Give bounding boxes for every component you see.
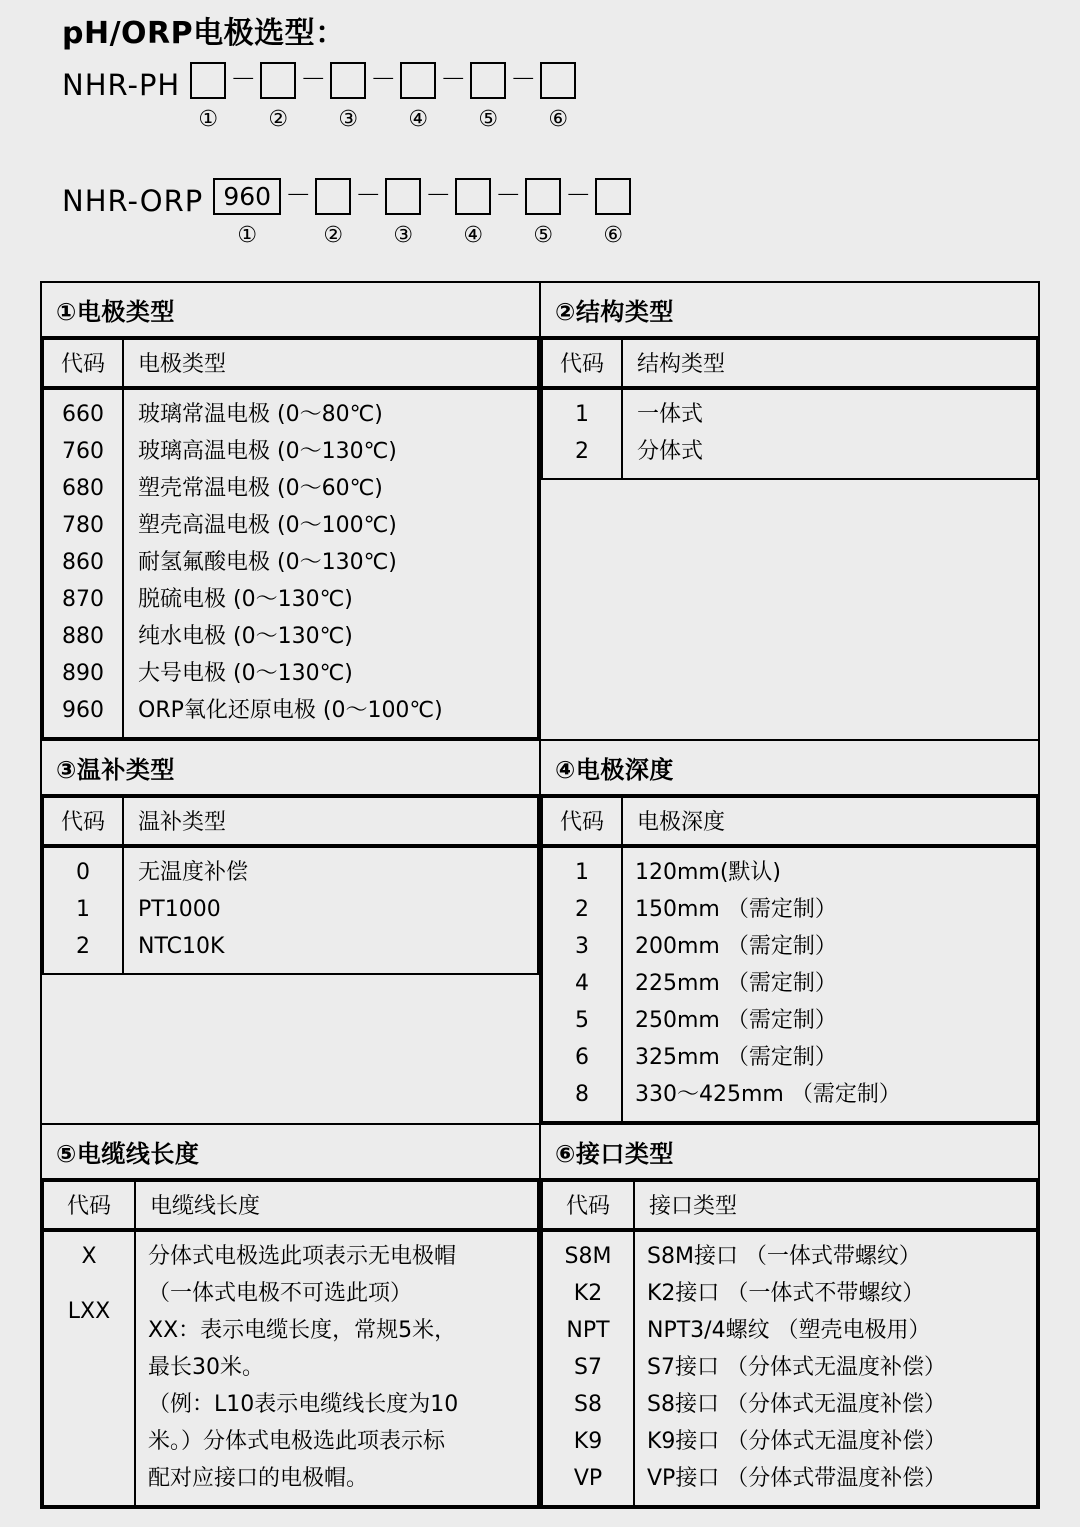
orp-slot-2: [315, 178, 351, 247]
list-item: K9接口 （分体式无温度补偿）: [647, 1429, 947, 1454]
cell-section-1-body: [41, 337, 540, 740]
list-item: S8接口 （分体式无温度补偿）: [647, 1392, 946, 1417]
list-item: 660: [62, 402, 104, 427]
electrode-type-value-list: [124, 390, 537, 737]
cable-length-option-lxx-line-4: 米。）分体式电极选此项表示标: [148, 1429, 446, 1454]
ph-separator-3: －: [370, 65, 397, 95]
ph-slot-4-number: ④: [408, 107, 429, 132]
orp-slot-5-box[interactable]: [525, 178, 561, 215]
electrode-type-code-list: [44, 390, 122, 737]
cable-length-code-list: [44, 1232, 134, 1357]
list-item: K2: [573, 1281, 603, 1306]
orp-slot-6-box[interactable]: [595, 178, 631, 215]
list-item: 一体式: [637, 402, 704, 427]
cable-length-option-lxx-line-1: XX：表示电缆长度，常规5米，: [148, 1318, 457, 1343]
temp-comp-value-header-cell: [123, 797, 538, 847]
orp-slot-2-box[interactable]: [315, 178, 351, 215]
electrode-depth-value-list: [623, 848, 1036, 1121]
cable-length-code-header-cell: [43, 1181, 135, 1231]
electrode-depth-code-header: 代码: [543, 798, 621, 846]
electrode-depth-values-cell: [622, 847, 1037, 1122]
temp-comp-code-list: [44, 848, 122, 973]
section-6-heading: ⑥接口类型: [555, 1140, 674, 1168]
orp-slot-5: [525, 178, 561, 247]
ph-slot-1: [190, 62, 226, 131]
temp-comp-value-list: [124, 848, 537, 973]
ph-slot-1-box[interactable]: [190, 62, 226, 99]
ph-separator-1: －: [230, 65, 257, 95]
structure-type-table: [541, 338, 1038, 480]
cell-section-6-heading: [540, 1124, 1039, 1179]
section-2-heading: ②结构类型: [555, 298, 674, 326]
orp-slot-4-box[interactable]: [455, 178, 491, 215]
list-item: ORP氧化还原电极 (0～100℃): [138, 698, 443, 723]
interface-type-table: [541, 1180, 1038, 1507]
list-item: 6: [575, 1045, 589, 1070]
electrode-type-table: [42, 338, 539, 739]
list-item: 780: [62, 513, 104, 538]
list-item: 2: [575, 439, 589, 464]
orp-slot-5-number: ⑤: [533, 223, 554, 248]
table-header-row: [542, 339, 1037, 389]
electrode-type-code-header-cell: [43, 339, 123, 389]
temp-comp-value-header: 温补类型: [124, 798, 537, 846]
list-item: 1: [76, 897, 90, 922]
structure-type-value-header-cell: [622, 339, 1037, 389]
orp-slot-3-box[interactable]: [385, 178, 421, 215]
list-item: S8: [574, 1392, 602, 1417]
list-item: 5: [575, 1008, 589, 1033]
list-item: 880: [62, 624, 104, 649]
list-item: S7: [574, 1355, 602, 1380]
electrode-depth-codes-cell: [542, 847, 622, 1122]
list-item: 8: [575, 1082, 589, 1107]
list-item: 塑壳高温电极 (0～100℃): [138, 513, 397, 538]
cable-length-option-x-line-2: （一体式电极不可选此项）: [148, 1281, 413, 1306]
list-item: 塑壳常温电极 (0～60℃): [138, 476, 383, 501]
orp-code-boxes: [213, 178, 631, 247]
ph-slot-4: [400, 62, 436, 131]
table-header-row: [43, 797, 538, 847]
list-item: 大号电极 (0～130℃): [138, 661, 353, 686]
ph-separator-2: －: [300, 65, 327, 95]
structure-type-code-header-cell: [542, 339, 622, 389]
section-3-heading: ③温补类型: [56, 756, 175, 784]
list-item: 860: [62, 550, 104, 575]
ph-slot-2-box[interactable]: [260, 62, 296, 99]
cable-length-table: [42, 1180, 539, 1507]
list-item: 200mm （需定制）: [635, 934, 837, 959]
table-body-row: [542, 847, 1037, 1122]
cell-section-4-heading: [540, 740, 1039, 795]
cable-length-value-header: 电缆线长度: [136, 1182, 537, 1230]
cable-length-value-header-cell: [135, 1181, 538, 1231]
list-item: NPT3/4螺纹 （塑壳电极用）: [647, 1318, 931, 1343]
list-item: 250mm （需定制）: [635, 1008, 837, 1033]
table-row: [41, 740, 1039, 795]
list-item: 玻璃高温电极 (0～130℃): [138, 439, 397, 464]
orp-model-row: [62, 178, 631, 247]
electrode-depth-code-list: [543, 848, 621, 1121]
orp-slot-6: [595, 178, 631, 247]
electrode-type-code-header: 代码: [44, 340, 122, 388]
electrode-depth-value-header: 电极深度: [623, 798, 1036, 846]
table-row: [41, 1124, 1039, 1179]
interface-type-value-header-cell: [634, 1181, 1037, 1231]
cell-section-3-body: [41, 795, 540, 1124]
table-body-row: [43, 389, 538, 738]
ph-slot-6-number: ⑥: [548, 107, 569, 132]
interface-type-codes-cell: [542, 1231, 634, 1506]
list-item: 1: [575, 860, 589, 885]
orp-slot-2-number: ②: [323, 223, 344, 248]
table-header-row: [43, 1181, 538, 1231]
orp-slot-6-number: ⑥: [603, 223, 624, 248]
interface-type-value-header: 接口类型: [635, 1182, 1036, 1230]
list-item: 无温度补偿: [138, 860, 249, 885]
table-header-row: [43, 339, 538, 389]
table-body-row: [43, 847, 538, 974]
list-item: S7接口 （分体式无温度补偿）: [647, 1355, 946, 1380]
structure-type-value-list: [623, 390, 1036, 478]
ph-separator-4: －: [440, 65, 467, 95]
interface-type-code-header: 代码: [543, 1182, 633, 1230]
section-5-heading: ⑤电缆线长度: [56, 1140, 200, 1168]
list-item: 4: [575, 971, 589, 996]
orp-slot-1-number: ①: [237, 223, 258, 248]
list-item: 分体式: [637, 439, 704, 464]
ph-model-label: NHR-PH: [62, 68, 181, 102]
list-item: 890: [62, 661, 104, 686]
cable-length-codes-cell: [43, 1231, 135, 1506]
cell-section-5-body: [41, 1179, 540, 1508]
electrode-depth-code-header-cell: [542, 797, 622, 847]
list-item: 225mm （需定制）: [635, 971, 837, 996]
list-item: K2接口 （一体式不带螺纹）: [647, 1281, 925, 1306]
list-item: LXX: [67, 1299, 111, 1324]
cell-section-5-heading: [41, 1124, 540, 1179]
list-item: 脱硫电极 (0～130℃): [138, 587, 353, 612]
section-1-heading: ①电极类型: [56, 298, 175, 326]
ph-slot-5: [470, 62, 506, 131]
list-item: 2: [76, 934, 90, 959]
cable-length-option-lxx-line-2: 最长30米。: [148, 1355, 264, 1380]
cell-section-4-body: [540, 795, 1039, 1124]
orp-separator-2: －: [355, 181, 382, 211]
cell-section-3-heading: [41, 740, 540, 795]
list-item: 2: [575, 897, 589, 922]
list-item: 耐氢氟酸电极 (0～130℃): [138, 550, 397, 575]
cable-length-option-lxx-line-3: （例：L10表示电缆线长度为10: [148, 1392, 459, 1417]
table-body-row: [43, 1231, 538, 1506]
list-item: 120mm(默认): [635, 860, 782, 885]
orp-separator-1: －: [285, 181, 312, 211]
page-title: pH/ORP电极选型：: [62, 16, 346, 51]
cell-section-2-heading: [540, 282, 1039, 337]
temp-comp-code-header-cell: [43, 797, 123, 847]
list-item: 1: [575, 402, 589, 427]
orp-slot-4: [455, 178, 491, 247]
ph-slot-3-box[interactable]: [330, 62, 366, 99]
structure-type-code-list: [543, 390, 621, 478]
ph-slot-6: [540, 62, 576, 131]
temp-comp-code-header: 代码: [44, 798, 122, 846]
orp-separator-5: －: [565, 181, 592, 211]
list-item: PT1000: [138, 897, 221, 922]
electrode-depth-value-header-cell: [622, 797, 1037, 847]
ph-slot-1-number: ①: [198, 107, 219, 132]
list-item: 0: [76, 860, 90, 885]
electrode-type-value-header: 电极类型: [124, 340, 537, 388]
list-item: X: [81, 1244, 97, 1269]
cable-length-option-lxx-line-5: 配对应接口的电极帽。: [148, 1466, 369, 1491]
electrode-type-values-cell: [123, 389, 538, 738]
ph-separator-5: －: [510, 65, 537, 95]
selection-table: [40, 281, 1040, 1509]
list-item: 960: [62, 698, 104, 723]
ph-slot-4-box[interactable]: [400, 62, 436, 99]
list-item: 870: [62, 587, 104, 612]
list-item: 玻璃常温电极 (0～80℃): [138, 402, 383, 427]
cell-section-1-heading: [41, 282, 540, 337]
structure-type-values-cell: [622, 389, 1037, 479]
ph-slot-6-box[interactable]: [540, 62, 576, 99]
list-item: S8M接口 （一体式带螺纹）: [647, 1244, 921, 1269]
temp-comp-table: [42, 796, 539, 975]
ph-slot-3: [330, 62, 366, 131]
temp-comp-values-cell: [123, 847, 538, 974]
ph-slot-5-box[interactable]: [470, 62, 506, 99]
orp-slot-3-number: ③: [393, 223, 414, 248]
orp-separator-3: －: [425, 181, 452, 211]
table-header-row: [542, 1181, 1037, 1231]
ph-slot-2-number: ②: [268, 107, 289, 132]
ph-slot-3-number: ③: [338, 107, 359, 132]
interface-type-code-list: [543, 1232, 633, 1505]
orp-slot-3: [385, 178, 421, 247]
table-body-row: [542, 389, 1037, 479]
list-item: 3: [575, 934, 589, 959]
structure-type-code-header: 代码: [543, 340, 621, 388]
orp-slot-1-box[interactable]: 960: [213, 178, 281, 215]
table-body-row: [542, 1231, 1037, 1506]
ph-model-row: [62, 62, 576, 131]
ph-slot-2: [260, 62, 296, 131]
orp-slot-4-number: ④: [463, 223, 484, 248]
orp-model-label: NHR-ORP: [62, 184, 204, 218]
table-row: [41, 282, 1039, 337]
cable-length-values-cell: [135, 1231, 538, 1506]
orp-slot-1: [213, 178, 281, 247]
section-4-heading: ④电极深度: [555, 756, 674, 784]
list-item: K9: [573, 1429, 603, 1454]
list-item: 纯水电极 (0～130℃): [138, 624, 353, 649]
list-item: S8M: [564, 1244, 612, 1269]
orp-separator-4: －: [495, 181, 522, 211]
cable-length-code-header: 代码: [44, 1182, 134, 1230]
list-item: VP接口 （分体式带温度补偿）: [647, 1466, 947, 1491]
list-item: 150mm （需定制）: [635, 897, 837, 922]
list-item: VP: [573, 1466, 603, 1491]
ph-code-boxes: [190, 62, 576, 131]
electrode-depth-table: [541, 796, 1038, 1123]
interface-type-value-list: [635, 1232, 1036, 1505]
interface-type-values-cell: [634, 1231, 1037, 1506]
list-item: NTC10K: [138, 934, 225, 959]
temp-comp-codes-cell: [43, 847, 123, 974]
ph-slot-5-number: ⑤: [478, 107, 499, 132]
structure-type-value-header: 结构类型: [623, 340, 1036, 388]
structure-type-codes-cell: [542, 389, 622, 479]
cell-section-6-body: [540, 1179, 1039, 1508]
list-item: 680: [62, 476, 104, 501]
list-item: 760: [62, 439, 104, 464]
list-item: 330～425mm （需定制）: [635, 1082, 901, 1107]
table-row: [41, 337, 1039, 740]
table-row: [41, 1179, 1039, 1508]
list-item: NPT: [566, 1318, 610, 1343]
electrode-type-value-header-cell: [123, 339, 538, 389]
interface-type-code-header-cell: [542, 1181, 634, 1231]
table-row: [41, 795, 1039, 1124]
table-header-row: [542, 797, 1037, 847]
list-item: 325mm （需定制）: [635, 1045, 837, 1070]
cable-length-option-x-line-1: 分体式电极选此项表示无电极帽: [148, 1244, 457, 1269]
cell-section-2-body: [540, 337, 1039, 740]
electrode-type-codes-cell: [43, 389, 123, 738]
